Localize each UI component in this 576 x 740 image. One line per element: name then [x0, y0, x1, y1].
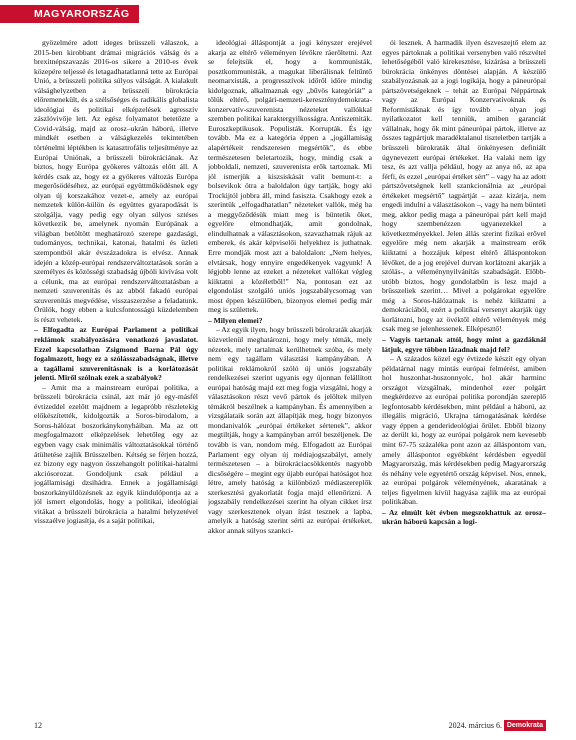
page-footer — [34, 721, 546, 733]
interview-question: – Elfogadta az Európai Parlament a politikai reklámok szabályozására vonatkozó javaslatot. Ezzel kapcsolatban Zsigmond Barna Pál úgy fogalmazott, hogy ez a szólásszabadságnak, illetve a tagállami szuverenitásnak is a korlátozását jelenti. Miről szólnak ezek a szabályok? — [34, 325, 198, 383]
interview-question: – Vagyis tartanak attól, hogy mint a gazdáknál látjuk, egyre többen lázadnak majd fel? — [382, 334, 546, 354]
page-number: 12 — [34, 721, 42, 730]
paragraph: – Az egyik ilyen, hogy brüsszeli bürokraták akarják közvetlenül meghatározni, hogy mely témák, mely nézetek, mely tartalmak kerülhetnek szóba, és mely nem egy tagállam választási kampányában. A politikai reklámokról szóló új uniós jogszabály rendelkezései szerint ugyanis egy újonnan felállított európai hatóság majd ezt meg fogja vizsgálni, hogy a választásokon részt vevő pártok és jelöltek milyen témákról beszélnek a kampányban. És amennyiben a vizsgálataik során azt állapítják meg, hogy bizonyos mondanivalók „európai értékeket sértenek”, akkor megtiltják, hogy a kampányban arról beszéljenek. De tovább is van, nondom még. Elfogadott az Európai Parlament egy olyan új médiajogszabályt, amely természetesen – a bürokráciacsökkentés nagyobb dicsőségére – megint egy újabb európai hatóságot hoz létre, amely hatóság a különböző médiaszereplők szerkesztési gyakorlatát fogja majd ellenőrizni. A jogszabály rendelkezései szerint ha olyan cikket írsz vagy szerkesztenek olyan írást tesznek a lapba, amelyik a hatóság szerint sérti az európai értékeket, akkor annak súlyos szankci- — [208, 325, 372, 535]
brand-logo: Demokrata — [504, 720, 546, 731]
paragraph: – A százados közel egy évtizede készít egy olyan példatárnal nagy mintás európai felmérést, amiben hol huszonhat-huszonnyolc, hol akár harminc országot vizsgálnak, mindenhol ezer polgárt megkérdezve az európai politika porondján szereplő legfontosabb kérdésekben, mint például a háború, az illegális migráció, Ukrajna támogatásának kérdése vagy éppen a genderideológiai őrület. Ebből bizony az derült ki, hogy az európai polgárok nem kevesebb mint 67-75 százaléka pont azon az álláspontom van, amely álláspontot egyébként kérdésben egyedül Magyarország, más kérdésekben pedig Magyarország és néhány vele egyetértő ország képvisel. Nos, ennek, az európai polgárok véleményének, akaratának a teljes figyelmen kívül hagyása zajlik ma az európai politikában. — [382, 354, 546, 507]
paragraph: ói lesznek. A harmadik ilyen észveszejtő elem az egyes pártoknak a politikai versenyben való részvétel lehetőségéből való kirekesztése, kizárása a brüsszeli bürokrácia önkényes döntései alapján. A készülő szabályozásnak az a jogi logikája, hogy a páneurópai pártszövetségeknek – tehát az Európai Néppártnak vagy az Európai Konzervatívoknak és Reformistáknak és így tovább – olyan jogi nyilatkozatot kell tenniük, amiben garanciát vállalnak, hogy ők mint páneurópai pártok, illetve az összes tagpártjuk maradéktalanul tiszteletben tartják a brüsszeli bürokraták által önkényesen definiált úgynevezett európai értékeket. Ha valaki nem így tesz, és azt vallja például, hogy az anya nő, az apa férfi, és ezzel „európai értéket sért” – vagy ha az adott pártszövetségnek kell szankcionálnia az „európai értékeket megsértő” tagpártját – azaz kizárja, nem engedi indulni a választásokon –, vagy ha nem bünteti meg, akkor pedig maga a páneurópai párt kell majd hogy szembenézzen ugyanezekkel a következményekkel. Jelen állás szerint fizikai erővel egyelőre még nem akarják a mainstream erők kiiktatni a hozzájuk képest eltérő álláspontokon lévőket, de a jog erejével durvan korlátozni akarják a szólás-, a véleménynyilvánítás szabadságát. Előbb-utóbb biztos, hogy gondolatbűn is lesz majd a brüsszeliek szerint… Mivel a polgárokat egyelőre még a Soros-hálózatnak is nehéz kiiktatni a demokráciából, ezért a politikai versenyt akarják úgy korlátozni, hogy az övéktől eltérő vélemények még csak meg se jelenhessenek. Elképesztő! — [382, 38, 546, 334]
interview-question: – Az elmúlt két évben megszokhattuk az orosz–ukrán háború kapcsán a logi- — [382, 507, 546, 527]
column-2 — [208, 38, 372, 718]
interview-question: – Milyen elemei? — [208, 315, 263, 325]
article-body — [34, 38, 546, 718]
paragraph: ideológiai álláspontját a jogi kényszer erejével akarja az eltérő véleményen lévőkre ráerőltetni. Azt se felejtsük el, hogy a kommunisták, posztkommunisták, a magukat liberálisnak feltűntő neomarxisták, a progresszívok időről időre mindig kidolgoznak, alkalmaznak egy „bűvös kategóriát” a tőlük eltérő, polgári-nemzeti-kereszténydemokrata-konzervatív-szuverenista nézeteket vallókkal szemben politikai karaktergyilkosságra. Antiszemiták. Euroszkeptikusok. Populisták. Korrupták. És így tovább. Ma ez a kategória éppen a „jogállamiság alapértékeit rendszeresen megsértők”, és ebbe természetesen beletartozik, hogy, mindig csak a jobboldali, nemzeti, szuverenista erők tartoznak. Mi jól ismerjük a kiszsiskását valit bemunt-t: a bolsevikok ötra a baloldalon úgy tartják, hogy aki Trockijtól jobbra áll, mind fasiszta. Csakhogy ezek a szerintük „elfogadhatatlan” nézeteket vallók, még ha a meggyőződésük miatt meg is büntetik őket, egyelőre elmondhatják, amit gondolnak, elindulhatnak a választásokon, szavazhatnak rájuk az emberek, és akár képviselői helyekhez is juthatnak. Erre mondják most azt a baloldalon: „Nem helyes, elvtársak, hogy ennyire engedékenyek vagyunk! A légjobb lenne az ezeket a nézeteket vallókat végleg kiiktatni a közéletből!” Na, pontosan ezt az elgondolást szolgáló uniós jogszabálycsomag van most éppen készülőben, bizonyos elemei pedig már meg is születtek. — [208, 38, 372, 315]
issue-date: 2024. március 6. — [448, 721, 502, 730]
column-1 — [34, 38, 198, 718]
section-tag: MAGYARORSZÁG — [0, 5, 139, 23]
paragraph: – Amit ma a mainstream európai politika, a brüsszeli bürokrácia csinál, azt már jó egy-másfél évtizeddel ezelőtt majdnem a legapróbb részletekig előkészítették, kidolgozták a Soros-birodalom, a Soros-hálózat boszorkánykonyháiban. Ma az ott megfogalmazott elképzelések lehetőleg egy az egyben vagy csak minimális változtatásokkal történő átültetése zajlik Brüsszelben. Kétség se férjen hozzá, ez bizony egy nagyon összehangolt politikai-hatalmi akciósorozat. Gondoljunk csak például a jogállamisági dzsihádra. Ennek a jogállamisági boszorkányüldözésnek az egyik kiindulópontja az a jól ismert elgondolás, hogy a politikai, ideológiai vitákat a brüsszeli bürokrácia a hatalmi helyzetével visszaélve jogiasítja, és a saját politikai, — [34, 382, 198, 526]
paragraph: gyözelmére adott ideges brüsszeli válaszok, a 2015-ben kirobbant drámai migrációs válság és a brexitnépszavazás 2016-os sikere a 2010-es évek közepére teljessé és letagadhatatlanná tette az Európai Unió, a brüsszeli politika súlyos válságát. A kialakult válsághelyzetben a brüsszeli bürokrácia előremenekült, és a szélsőséges és radikális globalista ideológiai és politikai elképzelések agresszív zászlóvivője lett. Az egész folyamatot betetőzte a Covid-válság, majd az orosz–ukrán háború, illetve mindkét esetben a válságkezelés tekintetében történelmi léptékben is katasztrofális teljesítménye az Európai Uniónak, a brüsszeli bürokráciának. Az biztos, hogy Európa gyökeres változás előtt áll. A kérdés csak az, hogy ez a gyökeres változás Európa megerősödéséhez, az európai együttműködésnek egy olyan új korszakához vezet-e, amely az európai nemzetek külön-külön és együttes gyarapodását is szolgálja, vagy pedig egy olyan súlyos sztéses következik be, amelynek nyomán Európának a világban betöltött meghatározó szerepe gazdasági, tudományos, technikai, katonai, hatalmi és üzleti szempontból akár évszázadokra is elvész. Annak idején a közép-európai rendszerváltoztatások során a személyes és közösségi szabadság újbóli kivívása volt a célunk, ma az európai rendszerváltoztatásban a nemzeti szuverenitás és az abból fakadó európai szuverenitás megvédése, visszaszerzése a feladatunk. Örülök, hogy ebben a kulcsfontosságú küzdelemben is részt vehetek. — [34, 38, 198, 324]
column-3 — [382, 38, 546, 718]
